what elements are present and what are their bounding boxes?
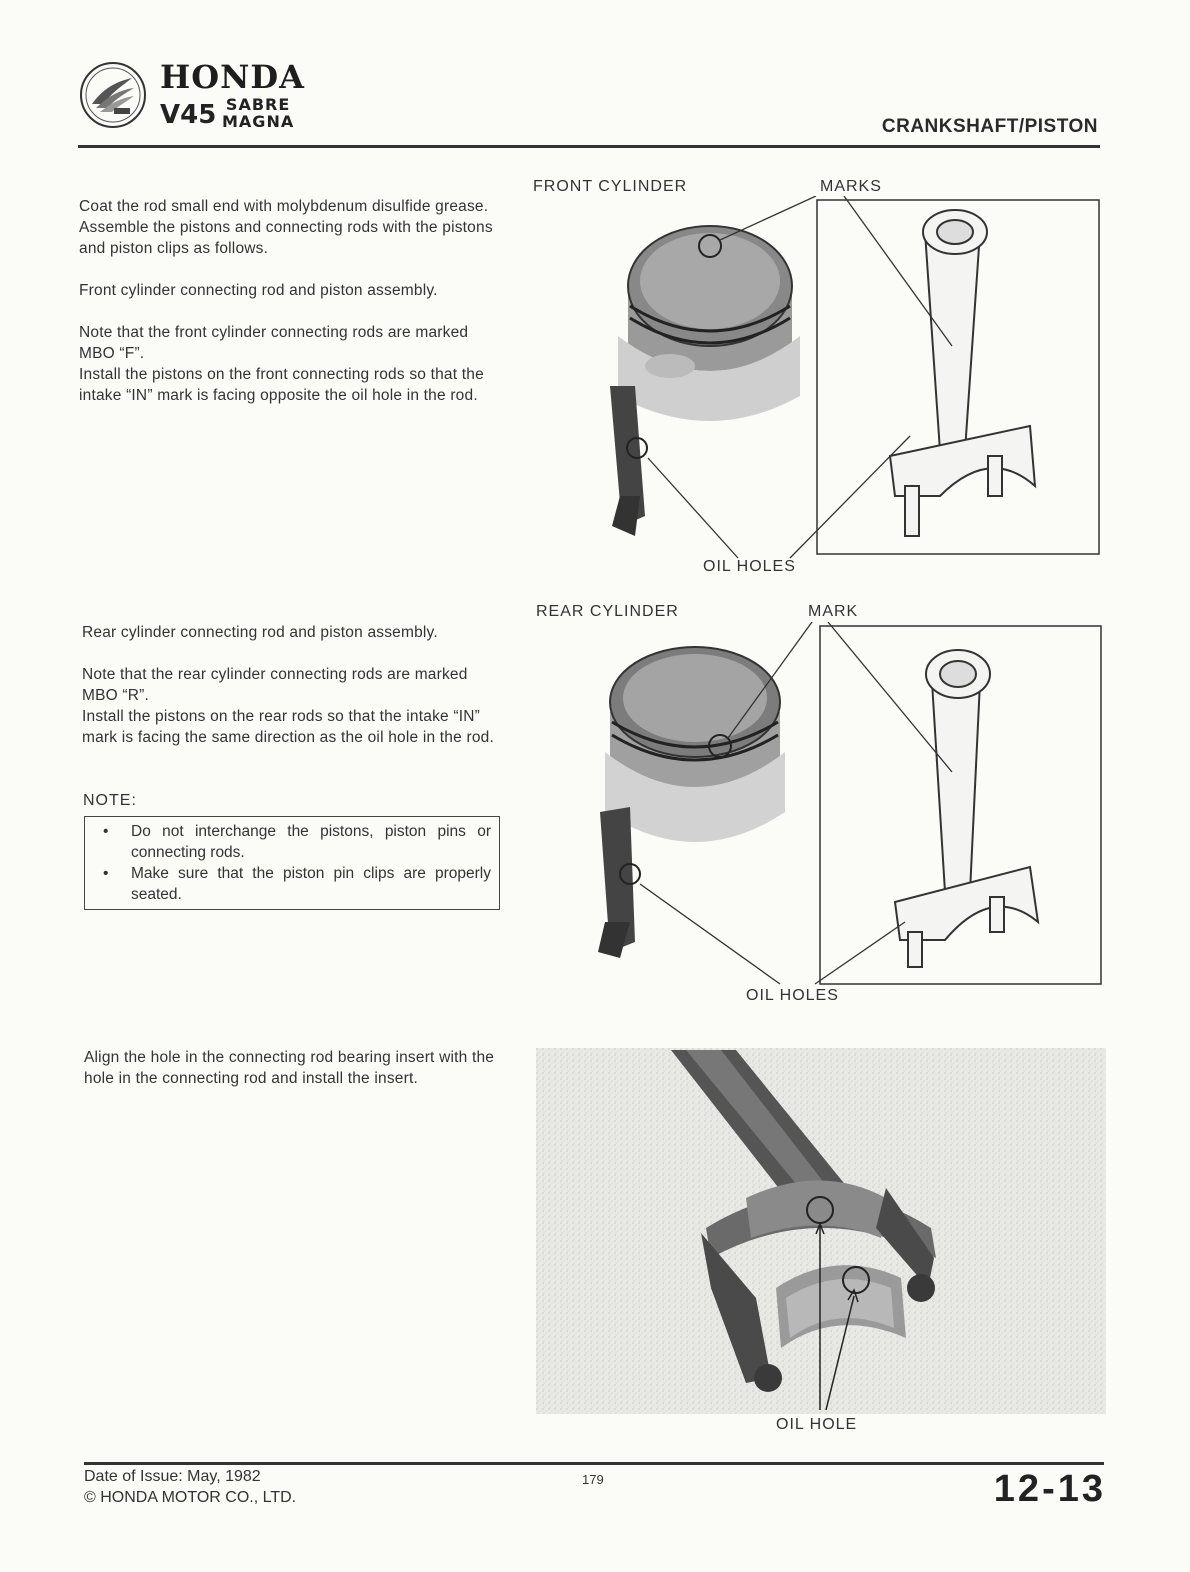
copyright: © HONDA MOTOR CO., LTD. — [84, 1489, 297, 1506]
oil-holes-label: OIL HOLES — [746, 987, 839, 1004]
rear-assembly-instructions — [82, 622, 502, 769]
front-assembly-instructions — [79, 196, 499, 427]
rear-assembly-heading: Rear cylinder connecting rod and piston assembly. — [82, 624, 438, 641]
rear-rod-drawing — [895, 650, 1038, 967]
front-rod-drawing — [890, 210, 1035, 536]
front-cylinder-label: FRONT CYLINDER — [533, 178, 688, 195]
front-assembly-heading: Front cylinder connecting rod and piston assembly. — [79, 282, 438, 299]
model-number: V45 — [160, 100, 217, 130]
bearing-insert-note: Align the hole in the connecting rod bearing insert with the hole in the connecting rod and install the insert. — [84, 1049, 495, 1087]
bearing-insert-instructions — [84, 1047, 502, 1110]
instruction-coat-grease: Coat the rod small end with molybdenum disulfide grease. — [79, 198, 489, 215]
front-rod-marking-note: Note that the front cylinder connecting rods are marked MBO “F”. — [79, 324, 469, 362]
rear-piston-install-note: Install the pistons on the rear rods so that the intake “IN” mark is facing the same direction as the oil hole in the rod. — [82, 708, 494, 746]
mark-label: MARK — [808, 603, 859, 620]
model-name — [222, 96, 294, 130]
front-piston-photo — [610, 226, 800, 536]
note-box — [84, 816, 500, 910]
oil-hole-label: OIL HOLE — [776, 1416, 858, 1433]
oil-holes-label: OIL HOLES — [703, 558, 796, 575]
front-piston-install-note: Install the pistons on the front connecting rods so that the intake “IN” mark is facing opposite the oil hole in the rod. — [79, 366, 484, 404]
note-label: NOTE: — [83, 792, 137, 809]
brand-name: HONDA — [160, 58, 305, 96]
section-title: CRANKSHAFT/PISTON — [881, 116, 1098, 137]
header-rule — [78, 145, 1100, 148]
date-of-issue: Date of Issue: May, 1982 — [84, 1468, 261, 1485]
model-name-line2: MAGNA — [222, 112, 295, 131]
footer-rule — [84, 1462, 1104, 1465]
page-number: 179 — [582, 1472, 604, 1487]
bearing-insert-photo — [536, 1048, 1106, 1414]
honda-wing-logo — [78, 60, 148, 130]
rear-piston-photo — [598, 647, 785, 958]
model-name-line1: SABRE — [225, 95, 291, 114]
marks-label: MARKS — [820, 178, 882, 195]
note-item: • Make sure that the piston pin clips are properly seated. — [103, 865, 491, 903]
rear-rod-marking-note: Note that the rear cylinder connecting rods are marked MBO “R”. — [82, 666, 468, 704]
section-page-number: 12-13 — [993, 1468, 1106, 1510]
front-cylinder-illustration — [560, 196, 1105, 560]
instruction-assemble: Assemble the pistons and connecting rods with the pistons and piston clips as follows. — [79, 219, 493, 257]
rear-cylinder-label: REAR CYLINDER — [536, 603, 679, 620]
note-item: • Do not interchange the pistons, piston pins or connecting rods. — [103, 823, 491, 861]
rear-cylinder-illustration — [560, 622, 1105, 988]
